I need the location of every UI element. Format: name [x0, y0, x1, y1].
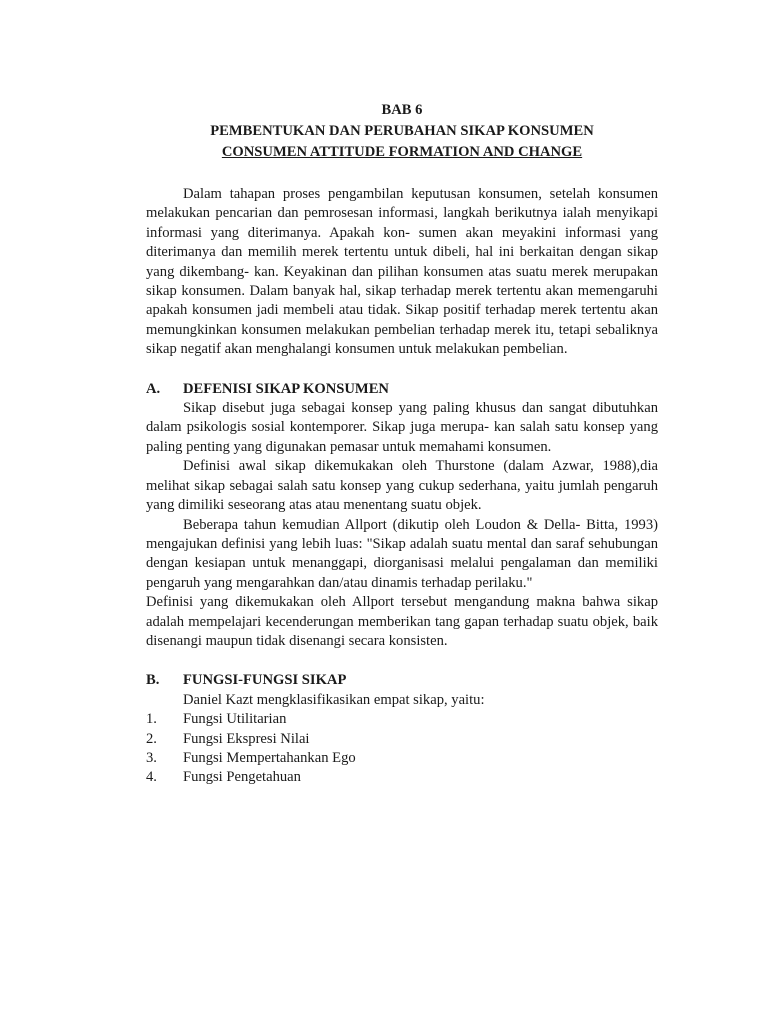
list-number: 3.: [146, 749, 157, 766]
list-item: [146, 749, 658, 768]
section-a-heading: [146, 380, 658, 399]
list-label: Fungsi Pengetahuan: [183, 769, 301, 786]
section-a-title: DEFENISI SIKAP KONSUMEN: [183, 380, 389, 397]
chapter-title: PEMBENTUKAN DAN PERUBAHAN SIKAP KONSUMEN: [210, 123, 594, 139]
section-b-heading: [146, 671, 658, 690]
section-a-letter: A.: [146, 380, 161, 397]
section-a-paragraph-1: Sikap disebut juga sebagai konsep yang paling khusus dan sangat dibutuhkan dalam psikologis sosial kontemporer. Sikap juga merupa- kan salah satu konsep yang paling penting yang digunakan pemasar untuk memahami konsumen.: [146, 400, 658, 455]
spacer: [146, 651, 658, 671]
list-number: 4.: [146, 769, 157, 786]
section-a-paragraph-4: Definisi yang dikemukakan oleh Allport tersebut mengandung makna bahwa sikap adalah mempelajari kecenderungan memberikan tang gapan terhadap suatu objek, baik disenangi maupun tidak disenangi secara konsisten.: [146, 594, 658, 649]
list-number: 2.: [146, 730, 157, 747]
section-a-paragraph-2: Definisi awal sikap dikemukakan oleh Thurstone (dalam Azwar, 1988),dia melihat sikap sebagai salah satu konsep yang cukup sederhana, yaitu jumlah pengaruh yang dimiliki seseorang atas atau menentang suatu objek.: [146, 458, 658, 514]
list-label: Fungsi Mempertahankan Ego: [183, 749, 356, 766]
list-number: 1.: [146, 711, 157, 728]
section-b-letter: B.: [146, 672, 160, 689]
list-label: Fungsi Utilitarian: [183, 711, 287, 728]
section-a-paragraph-3: Beberapa tahun kemudian Allport (dikutip oleh Loudon & Della- Bitta, 1993) mengajukan definisi yang lebih luas: "Sikap adalah suatu mental dan saraf sehubungan dengan kesiapan untuk menanggapi, diorganisasi melalui pengalaman dan memiliki pengaruh yang mengarahkan dan/atau dinamis terhadap perilaku.": [146, 516, 658, 591]
document-page: [146, 100, 658, 788]
list-item: [146, 768, 658, 787]
spacer: [146, 360, 658, 380]
list-item: [146, 730, 658, 749]
section-b-intro: Daniel Kazt mengklasifikasikan empat sikap, yaitu:: [183, 691, 485, 708]
list-item: [146, 710, 658, 729]
intro-paragraph: Dalam tahapan proses pengambilan keputusan konsumen, setelah konsumen melakukan pencarian dan pemrosesan informasi, langkah berikutnya ialah menyikapi informasi yang diterimanya. Apakah kon- sumen akan meyakini informasi yang diterimanya dan memilih merek tertentu untuk dibeli, hal ini berkaitan dengan sikap yang dikembang- kan. Keyakinan dan pilihan konsumen atas suatu merek merupakan sikap konsumen. Dalam banyak hal, sikap terhadap merek tertentu akan memengaruhi apakah konsumen jadi membeli atau tidak. Sikap positif terhadap merek tertentu akan memungkinkan konsumen melakukan pembelian terhadap merek itu, tetapi sebaliknya sikap negatif akan menghalangi konsumen untuk melakukan pembelian.: [146, 186, 658, 358]
list-label: Fungsi Ekspresi Nilai: [183, 730, 310, 747]
section-b-title: FUNGSI-FUNGSI SIKAP: [183, 672, 347, 689]
spacer: [146, 163, 658, 185]
chapter-label: BAB 6: [381, 102, 423, 118]
chapter-subtitle: CONSUMEN ATTITUDE FORMATION AND CHANGE: [221, 144, 583, 160]
